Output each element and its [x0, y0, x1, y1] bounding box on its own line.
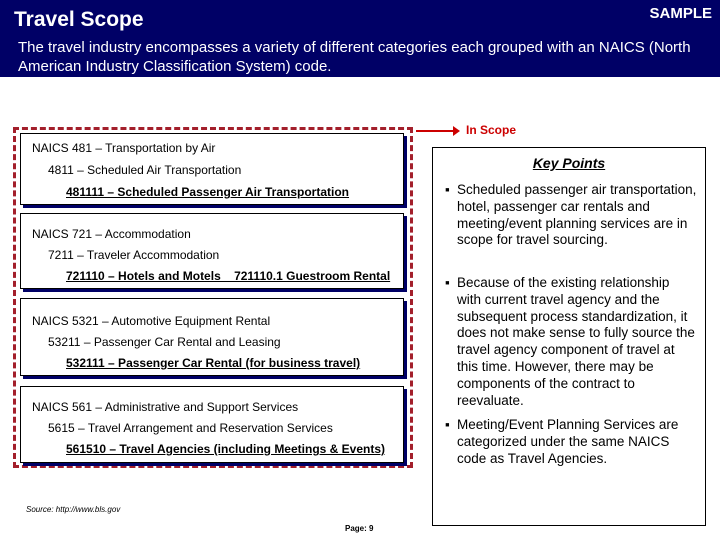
naics-sector: NAICS 5321 – Automotive Equipment Rental — [32, 314, 271, 328]
bullet-icon: ▪ — [445, 182, 450, 197]
naics-detail: 561510 – Travel Agencies (including Meetings & Events) — [66, 442, 386, 456]
naics-industry: 4811 – Scheduled Air Transportation — [48, 163, 242, 177]
naics-box-481 — [20, 133, 404, 205]
naics-industry: 5615 – Travel Arrangement and Reservation Services — [48, 421, 333, 435]
key-point-item — [445, 275, 697, 409]
naics-detail: 532111 – Passenger Car Rental (for business travel) — [66, 356, 361, 370]
sample-badge: SAMPLE — [649, 5, 712, 22]
key-point-item — [445, 417, 697, 467]
naics-box-721 — [20, 213, 404, 289]
naics-detail: 481111 – Scheduled Passenger Air Transportation — [66, 185, 350, 199]
key-points-title: Key Points — [532, 155, 606, 171]
header-band — [0, 0, 720, 77]
page-title: Travel Scope — [14, 8, 144, 31]
key-point-item — [445, 182, 697, 249]
key-point-text: Meeting/Event Planning Services are categorized under the same NAICS code as Travel Agencies. — [457, 417, 679, 466]
naics-industry: 7211 – Traveler Accommodation — [48, 248, 220, 262]
key-point-text: Scheduled passenger air transportation, hotel, passenger car rentals and meeting/event planning services are in scope for travel sourcing. — [457, 182, 697, 248]
page-subtitle: The travel industry encompasses a variety of different categories each grouped with an NAICS (North American Industry Classification System) code. — [18, 39, 691, 75]
page-number: Page: 9 — [345, 524, 374, 533]
source-note: Source: http://www.bls.gov — [26, 505, 121, 514]
naics-box-561 — [20, 386, 404, 463]
naics-sector: NAICS 721 – Accommodation — [32, 227, 191, 241]
key-points-panel — [432, 147, 706, 526]
naics-industry: 53211 – Passenger Car Rental and Leasing — [48, 335, 281, 349]
arrow-right-icon — [416, 130, 458, 132]
naics-sector: NAICS 561 – Administrative and Support Services — [32, 400, 299, 414]
bullet-icon: ▪ — [445, 275, 450, 290]
in-scope-label: In Scope — [466, 123, 517, 137]
naics-sector: NAICS 481 – Transportation by Air — [32, 141, 216, 155]
naics-box-5321 — [20, 298, 404, 376]
bullet-icon: ▪ — [445, 417, 450, 432]
naics-detail: 721110 – Hotels and Motels 721110.1 Guestroom Rental — [66, 269, 391, 283]
key-point-text: Because of the existing relationship with current travel agency and the subsequent process standardization, it does not make sense to fully source the travel agency component of travel at this time. However, there may be components of the contract to reevaluate. — [457, 275, 695, 408]
